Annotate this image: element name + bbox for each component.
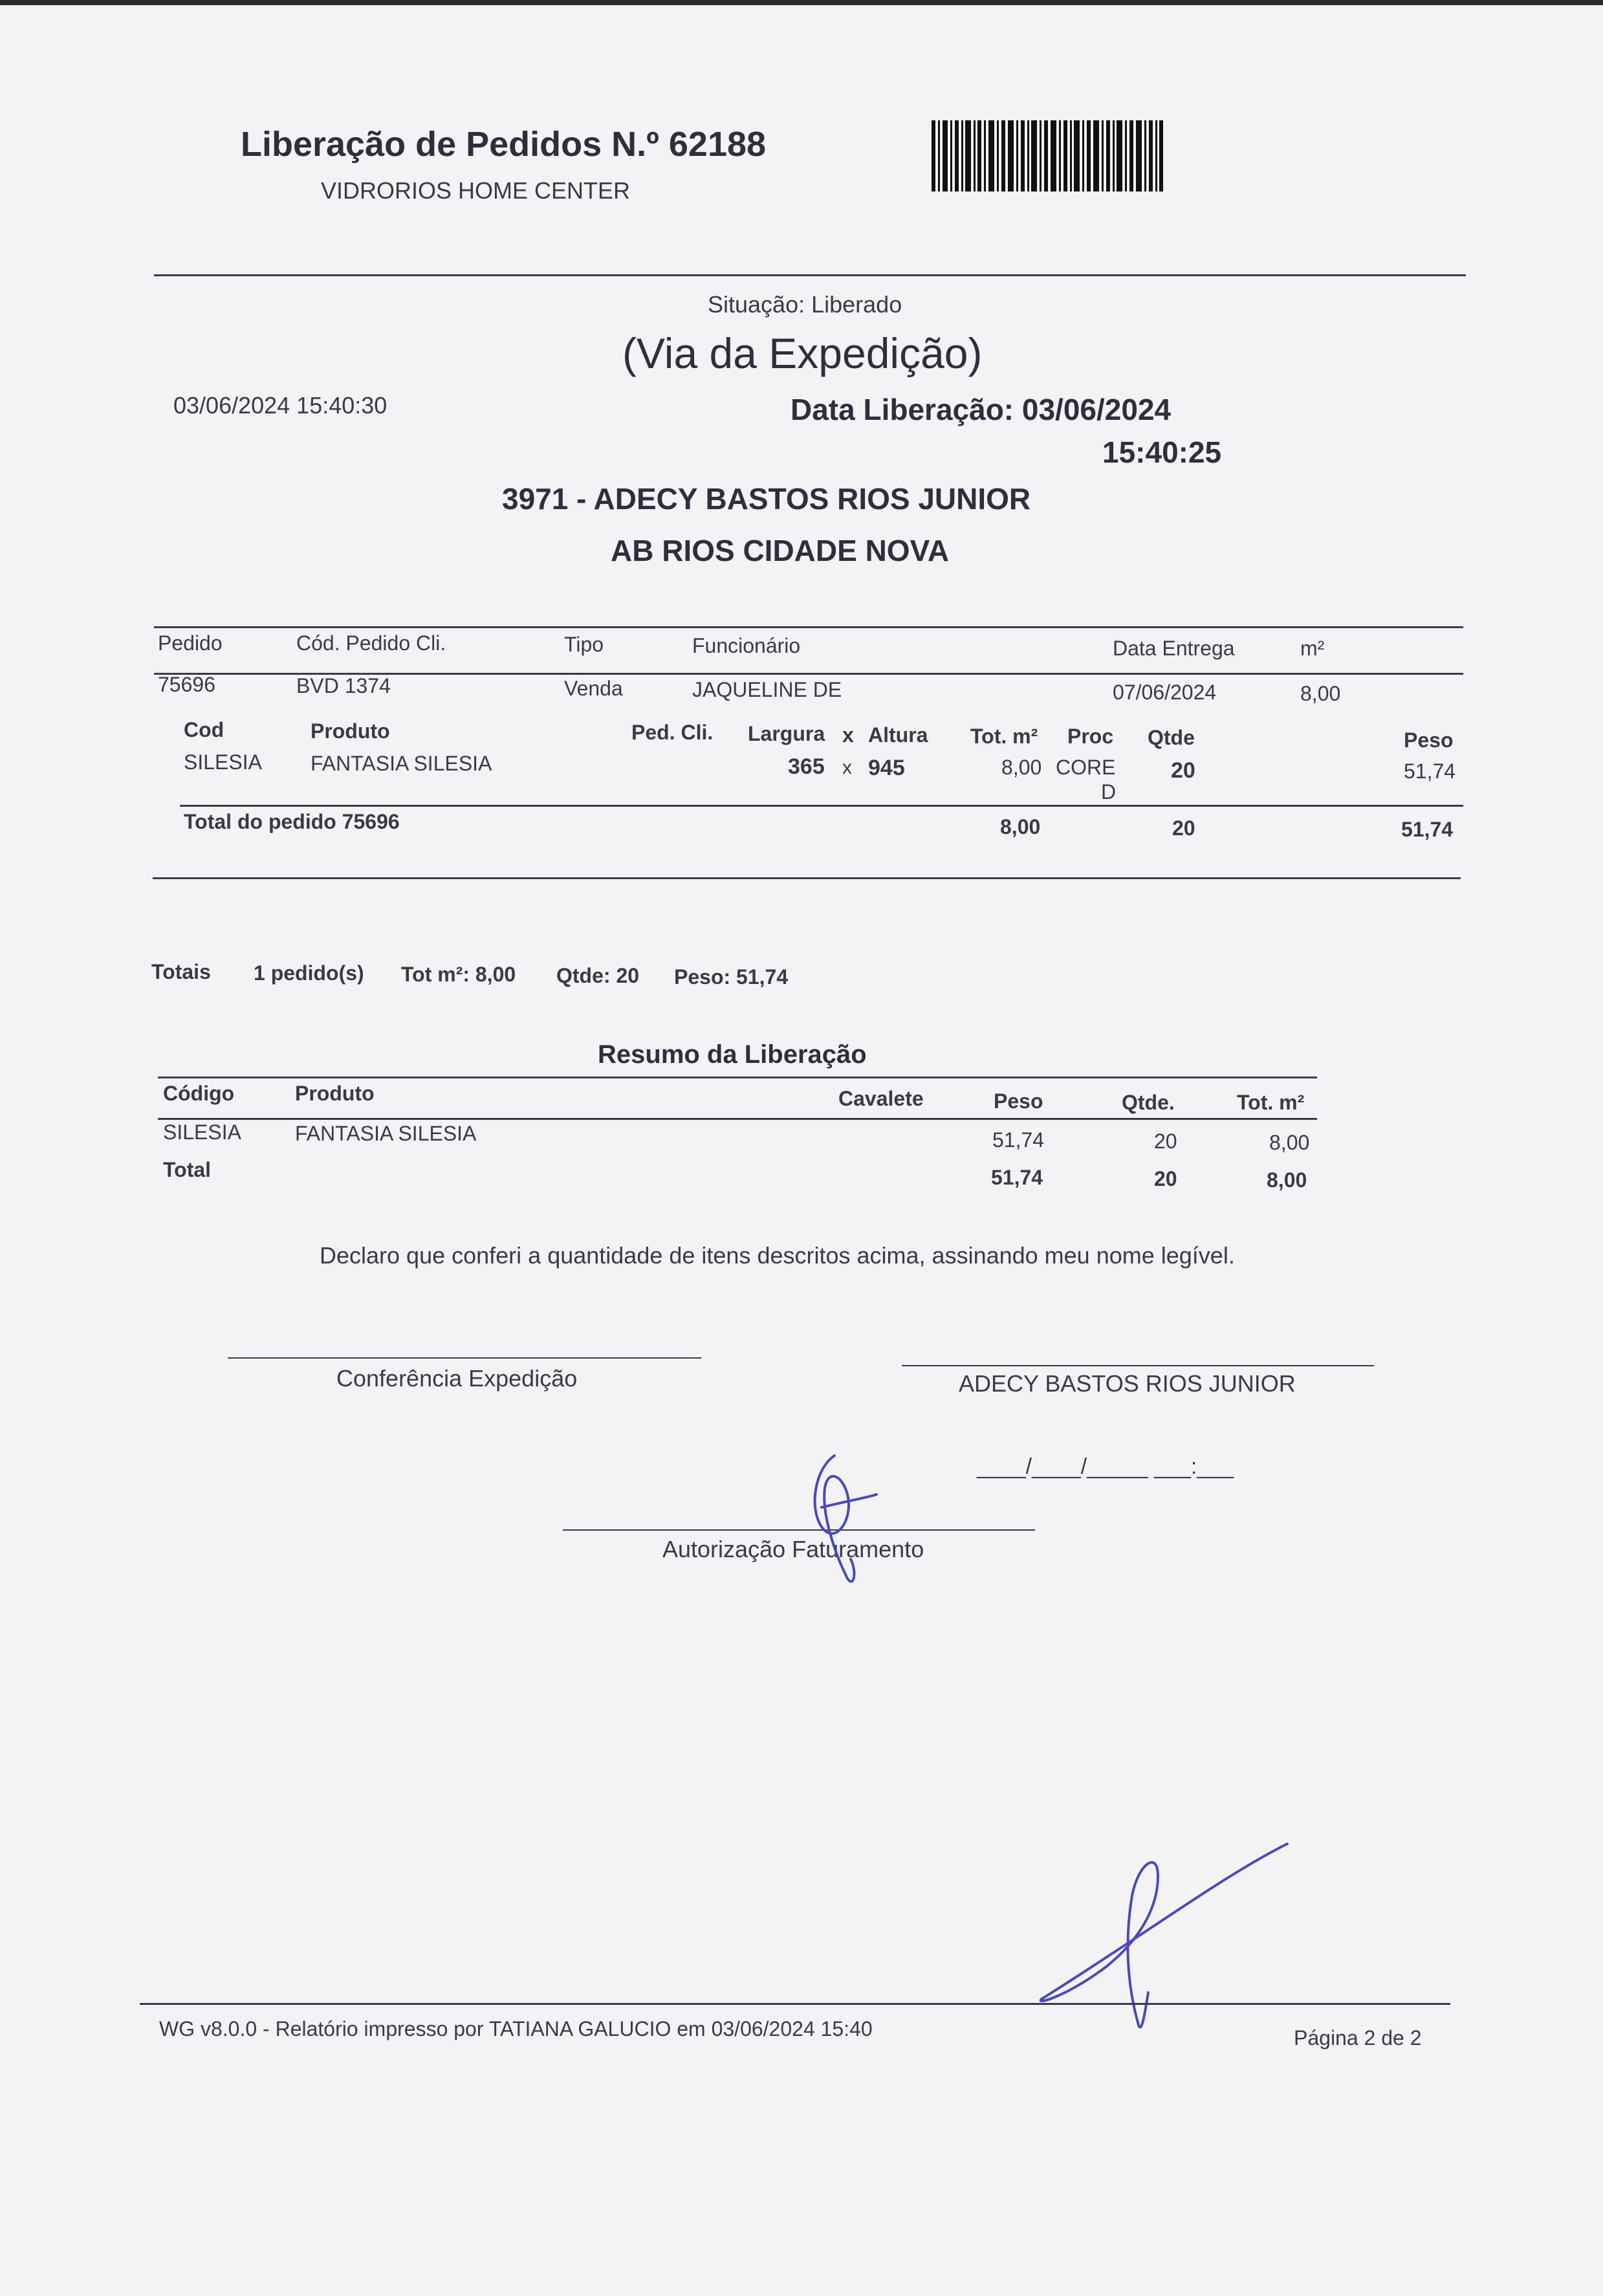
item-altura: 945 xyxy=(868,756,905,780)
via-label: (Via da Expedição) xyxy=(622,329,983,377)
divider xyxy=(154,274,1466,276)
total-pedido-label: Total do pedido 75696 xyxy=(184,810,400,833)
print-datetime: 03/06/2024 15:40:30 xyxy=(173,392,387,419)
item-header-largura: Largura xyxy=(748,722,825,745)
signature-line-cliente xyxy=(902,1365,1374,1366)
item-largura: 365 xyxy=(788,754,825,779)
cell-pedido: 75696 xyxy=(158,673,215,696)
footer-report: WG v8.0.0 - Relatório impresso por TATIANA GALUCIO em 03/06/2024 15:40 xyxy=(159,2017,873,2040)
signature-line-conferencia xyxy=(228,1357,701,1359)
resumo-header-produto: Produto xyxy=(295,1082,375,1105)
totais-qtde: Qtde: 20 xyxy=(556,964,640,987)
resumo-total-qtde: 20 xyxy=(1154,1167,1177,1190)
resumo-header-peso: Peso xyxy=(994,1089,1043,1113)
resumo-header-cavalete: Cavalete xyxy=(838,1087,924,1110)
col-header-cod-pedido-cli: Cód. Pedido Cli. xyxy=(296,631,446,655)
item-header-ped-cli: Ped. Cli. xyxy=(631,721,714,744)
declaration-text: Declaro que conferi a quantidade de itens descritos acima, assinando meu nome legível. xyxy=(320,1242,1235,1269)
item-proc-cont: D xyxy=(1101,780,1117,804)
handwritten-signature-bottom xyxy=(1029,1837,1294,2038)
total-pedido-qtde: 20 xyxy=(1172,816,1195,840)
total-pedido-peso: 51,74 xyxy=(1401,818,1454,841)
item-peso: 51,74 xyxy=(1404,760,1456,783)
col-header-pedido: Pedido xyxy=(158,631,223,655)
totais-m2: Tot m²: 8,00 xyxy=(401,963,516,986)
item-cod: SILESIA xyxy=(184,750,262,774)
divider xyxy=(180,805,1463,807)
resumo-header-codigo: Código xyxy=(163,1082,235,1105)
item-header-proc: Proc xyxy=(1067,725,1114,748)
divider xyxy=(153,877,1461,879)
item-proc: CORE xyxy=(1056,756,1116,779)
resumo-cell-peso: 51,74 xyxy=(992,1128,1045,1152)
date-time-blank: ____/____/_____ ___:___ xyxy=(977,1454,1234,1479)
item-qtde: 20 xyxy=(1171,758,1195,783)
data-liberacao: Data Liberação: 03/06/2024 xyxy=(791,393,1172,426)
item-header-qtde: Qtde xyxy=(1148,726,1195,749)
scan-edge xyxy=(0,0,1603,5)
item-header-x: x xyxy=(842,723,854,747)
col-header-funcionario: Funcionário xyxy=(692,634,801,657)
resumo-total-tot-m2: 8,00 xyxy=(1267,1168,1307,1192)
col-header-m2: m² xyxy=(1300,637,1325,660)
totais-peso: Peso: 51,74 xyxy=(674,965,789,989)
handwritten-signature-autorizacao xyxy=(796,1449,893,1591)
divider xyxy=(158,1077,1317,1078)
resumo-cell-produto: FANTASIA SILESIA xyxy=(295,1122,477,1145)
cliente-name: 3971 - ADECY BASTOS RIOS JUNIOR xyxy=(502,482,1031,516)
resumo-cell-codigo: SILESIA xyxy=(163,1121,241,1144)
item-header-altura: Altura xyxy=(868,723,928,747)
resumo-total-label: Total xyxy=(163,1158,212,1181)
item-header-peso: Peso xyxy=(1404,728,1454,752)
item-x: x xyxy=(842,757,852,778)
cell-tipo: Venda xyxy=(564,677,623,700)
item-header-produto: Produto xyxy=(311,719,390,743)
total-pedido-m2: 8,00 xyxy=(1000,815,1041,838)
cell-funcionario: JAQUELINE DE xyxy=(692,678,842,701)
totais-pedidos: 1 pedido(s) xyxy=(254,961,364,985)
resumo-header-tot-m2: Tot. m² xyxy=(1237,1091,1305,1114)
page-title: Liberação de Pedidos N.º 62188 xyxy=(241,125,767,164)
item-header-cod: Cod xyxy=(184,718,224,741)
item-tot-m2: 8,00 xyxy=(1001,756,1042,779)
resumo-cell-qtde: 20 xyxy=(1154,1130,1177,1153)
divider xyxy=(158,1118,1317,1120)
item-header-tot-m2: Tot. m² xyxy=(970,725,1038,748)
footer-divider xyxy=(140,2003,1450,2005)
cell-m2: 8,00 xyxy=(1300,682,1341,705)
col-header-tipo: Tipo xyxy=(564,633,604,656)
signature-label-autorizacao: Autorização Faturamento xyxy=(662,1536,924,1562)
col-header-data-entrega: Data Entrega xyxy=(1113,637,1235,660)
footer-page: Página 2 de 2 xyxy=(1294,2026,1422,2050)
totais-label: Totais xyxy=(151,960,211,983)
divider xyxy=(154,626,1463,628)
hora-liberacao: 15:40:25 xyxy=(1102,435,1222,469)
resumo-cell-tot-m2: 8,00 xyxy=(1269,1131,1310,1154)
item-produto: FANTASIA SILESIA xyxy=(311,752,492,775)
signature-label-conferencia: Conferência Expedição xyxy=(336,1365,578,1392)
situacao-label: Situação: Liberado xyxy=(708,291,902,318)
company-name: VIDRORIOS HOME CENTER xyxy=(321,177,631,204)
signature-label-cliente: ADECY BASTOS RIOS JUNIOR xyxy=(959,1370,1296,1397)
cell-data-entrega: 07/06/2024 xyxy=(1113,681,1217,704)
barcode xyxy=(932,120,1163,191)
resumo-title: Resumo da Liberação xyxy=(598,1040,867,1069)
cell-cod-pedido-cli: BVD 1374 xyxy=(296,674,391,697)
resumo-total-peso: 51,74 xyxy=(991,1166,1043,1189)
loja-name: AB RIOS CIDADE NOVA xyxy=(611,534,950,567)
resumo-header-qtde: Qtde. xyxy=(1122,1091,1175,1114)
